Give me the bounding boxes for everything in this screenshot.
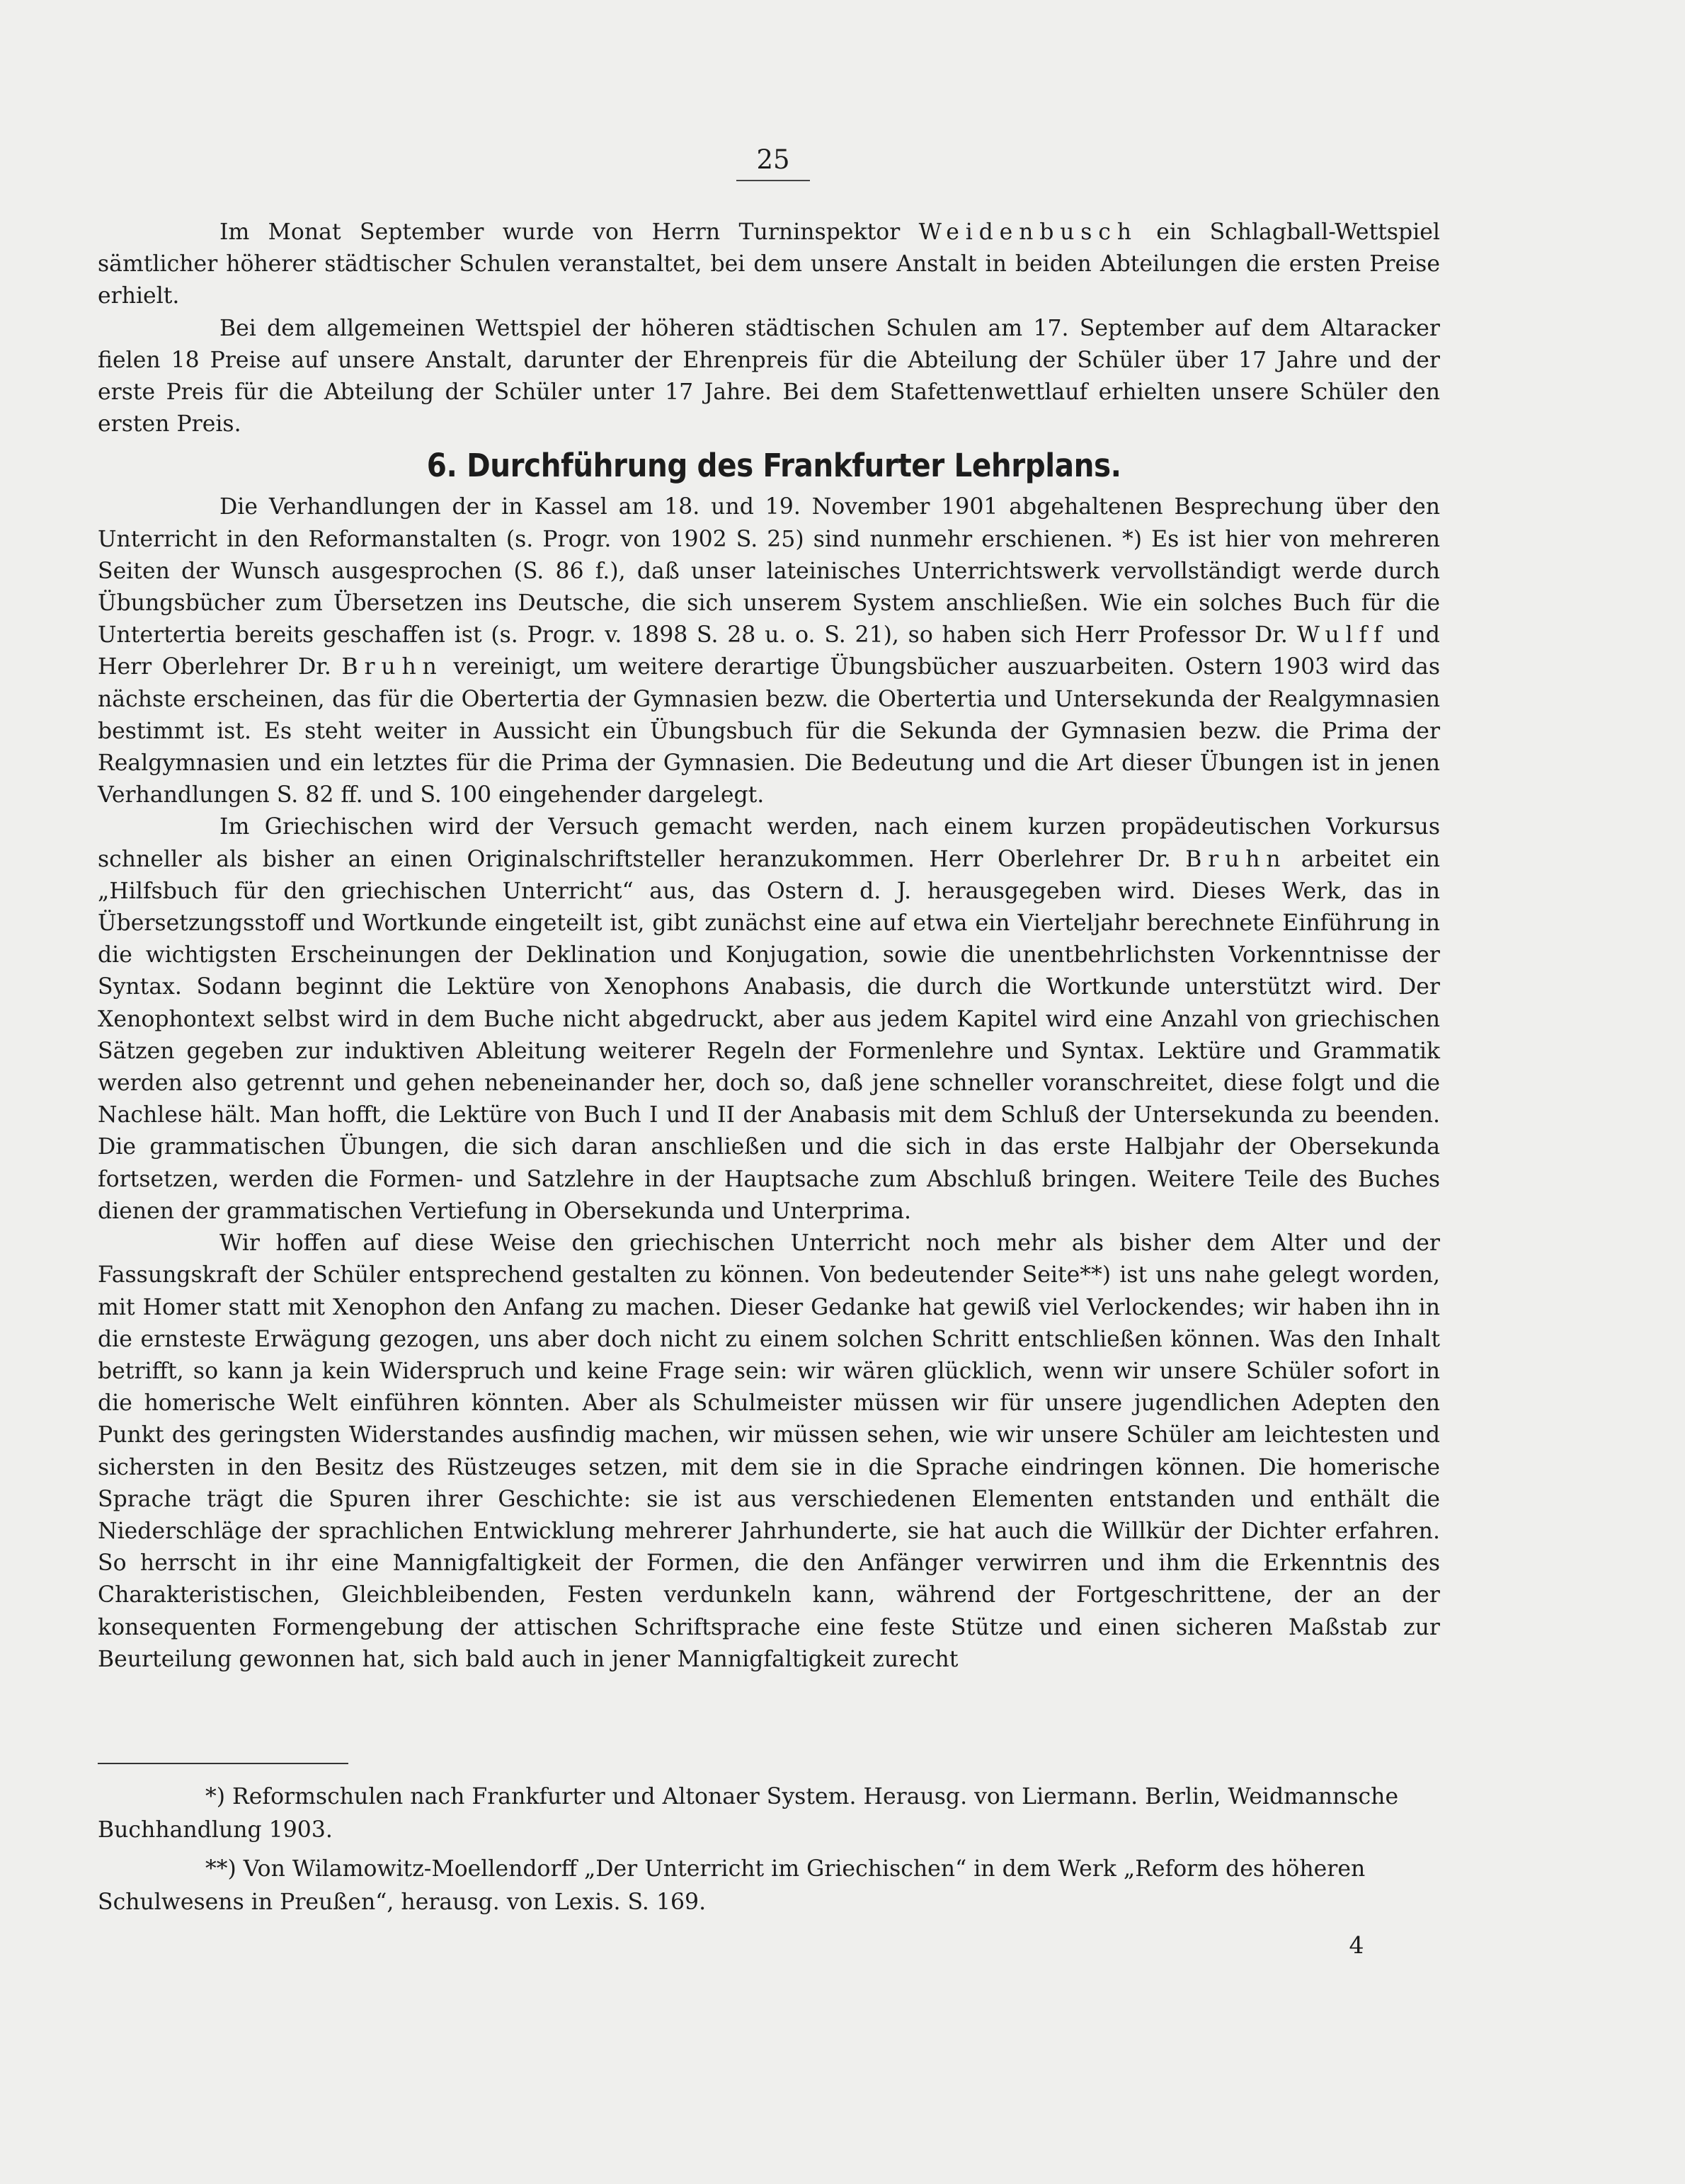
footnote-rule <box>98 1763 348 1764</box>
footnote: *) Reformschulen nach Frankfurter und Altonaer System. Herausg. von Liermann. Berlin, Weidmannsche Buchhandlung 1903. <box>98 1784 1399 1843</box>
paragraph-homer: Wir hoffen auf diese Weise den griechischen Unterricht noch mehr als bisher dem Alter und der Fassungskraft der Schüler entsprechend gestalten zu können. Von bedeutender Seite**) ist uns nahe gelegt worden, mit Homer statt mit Xenophon den Anfang zu machen. Dieser Gedanke hat gewiß viel Verlockendes; wir haben ihn in die ernsteste Erwägung gezogen, uns aber doch nicht zu einem solchen Schritt entschließen können. Was den Inhalt betrifft, so kann ja kein Widerspruch und keine Frage sein: wir wären glücklich, wenn wir unsere Schüler sofort in die homerische Welt einführen könnten. Aber als Schulmeister müssen wir für unsere jugendlichen Adepten den Punkt des geringsten Widerstandes ausfindig machen, wir müssen sehen, wie wir unsere Schüler am leichtesten und sichersten in den Besitz des Rüstzeuges setzen, mit dem sie in die Sprache eindringen können. Die homerische Sprache trägt die Spuren ihrer Geschichte: sie ist aus verschiedenen Elementen entstanden und enthält die Niederschläge der sprachlichen Entwicklung mehrerer Jahrhunderte, sie hat auch die Willkür der Dichter erfahren. So herrscht in ihr eine Mannigfaltigkeit der Formen, die den Anfänger verwirren und ihm die Erkenntnis des Charakteristischen, Gleichbleibenden, Festen verdunkeln kann, während der Fortgeschrittene, der an der konsequenten Formengebung der attischen Schriftsprache eine feste Stütze und einen sicheren Maßstab zur Beurteilung gewonnen hat, sich bald auch in jener Mannigfaltigkeit zurecht <box>98 1230 1440 1672</box>
body-text <box>98 217 1440 1676</box>
name-bruhn: Bruhn <box>1185 846 1287 872</box>
name-weidenbusch: Weidenbusch <box>918 219 1138 245</box>
section-heading: 6. Durchführung des Frankfurter Lehrplans. <box>426 447 1121 485</box>
paragraph-wettspiel: Bei dem allgemeinen Wettspiel der höheren städtischen Schulen am 17. September auf dem Altaracker fielen 18 Preise auf unsere Anstalt, darunter der Ehrenpreis für die Abteilung der Schüler über 17 Jahre und der erste Preis für die Abteilung der Schüler unter 17 Jahre. Bei dem Stafettenwettlauf erhielten unsere Schüler den ersten Preis. <box>98 315 1440 438</box>
page-number: 25 <box>756 144 790 175</box>
name-bruhn: Bruhn <box>341 654 443 680</box>
name-wulff: Wulff <box>1296 622 1388 648</box>
paragraph-text: Im Monat September wurde von Herrn Turninspektor <box>219 219 919 245</box>
page-number-rule <box>736 180 810 181</box>
paragraph-text: ein Schlagball-Wettspiel sämtlicher höherer städtischer Schulen veranstaltet, bei dem unsere Anstalt in beiden Abteilungen die ersten Preise erhielt. <box>98 219 1441 309</box>
paragraph-verhandlungen <box>98 491 1440 811</box>
paragraph-text: vereinigt, um weitere derartige Übungsbücher auszuarbeiten. Ostern 1903 wird das nächste erscheinen, das für die Obertertia der Gymnasien bezw. die Obertertia und Untersekunda der Realgymnasien bestimmt ist. Es steht weiter in Aussicht ein Übungsbuch für die Sekunda der Gymnasien bezw. die Prima der Realgymnasien und ein letztes für die Prima der Gymnasien. Die Bedeutung und die Art dieser Übungen ist in jenen Verhandlungen S. 82 ff. und S. 100 eingehender dargelegt. <box>98 654 1440 808</box>
paragraph-griechisch <box>98 811 1440 1228</box>
paragraph-schlagball <box>98 217 1440 313</box>
paragraph-text: arbeitet ein „Hilfsbuch für den griechischen Unterricht“ aus, das Ostern d. J. herausgegeben wird. Dieses Werk, das in Übersetzungsstoff und Wortkunde eingeteilt ist, gibt zunächst eine auf etwa ein Vierteljahr berechnete Einführung in die wichtigsten Erscheinungen der Deklination und Konjugation, sowie die unentbehrlichsten Vorkenntnisse der Syntax. Sodann beginnt die Lektüre von Xenophons Anabasis, die durch die Wortkunde unterstützt wird. Der Xenophontext selbst wird in dem Buche nicht abgedruckt, aber aus jedem Kapitel wird eine Anzahl von griechischen Sätzen gegeben zur induktiven Ableitung weiterer Regeln der Formenlehre und Syntax. Lektüre und Grammatik werden also getrennt und gehen nebeneinander her, doch so, daß jene schneller voranschreitet, diese folgt und die Nachlese hält. Man hofft, die Lektüre von Buch I und II der Anabasis mit dem Schluß der Untersekunda zu beenden. Die grammatischen Übungen, die sich daran anschließen und die sich in das erste Halbjahr der Obersekunda fortsetzen, werden die Formen- und Satzlehre in der Hauptsache zum Abschluß bringen. Weitere Teile des Buches dienen der grammatischen Vertiefung in Obersekunda und Unterprima. <box>98 846 1440 1224</box>
sheet-signature: 4 <box>1349 1931 1364 1959</box>
paragraph-text: und Herr Oberlehrer Dr. <box>98 622 1440 680</box>
footnote: **) Von Wilamowitz-Moellendorff „Der Unterricht im Griechischen“ in dem Werk „Reform des höheren Schulwesens in Preußen“, herausg. von Lexis. S. 169. <box>98 1856 1366 1915</box>
paragraph-text: Im Griechischen wird der Versuch gemacht werden, nach einem kurzen propädeutischen Vorkursus schneller als bisher an einen Originalschriftsteller heranzukommen. Herr Oberlehrer Dr. <box>98 814 1440 872</box>
footnotes <box>98 1780 1429 1925</box>
paragraph-text: Die Verhandlungen der in Kassel am 18. und 19. November 1901 abgehaltenen Besprechung über den Unterricht in den Reformanstalten (s. Progr. von 1902 S. 25) sind nunmehr erschienen. *) Es ist hier von mehreren Seiten der Wunsch ausgesprochen (S. 86 f.), daß unser lateinisches Unterrichtswerk vervollständigt werde durch Übungsbücher zum Übersetzen ins Deutsche, die sich unserem System anschließen. Wie ein solches Buch für die Untertertia bereits geschaffen ist (s. Progr. v. 1898 S. 28 u. o. S. 21), so haben sich Herr Professor Dr. <box>98 494 1440 648</box>
